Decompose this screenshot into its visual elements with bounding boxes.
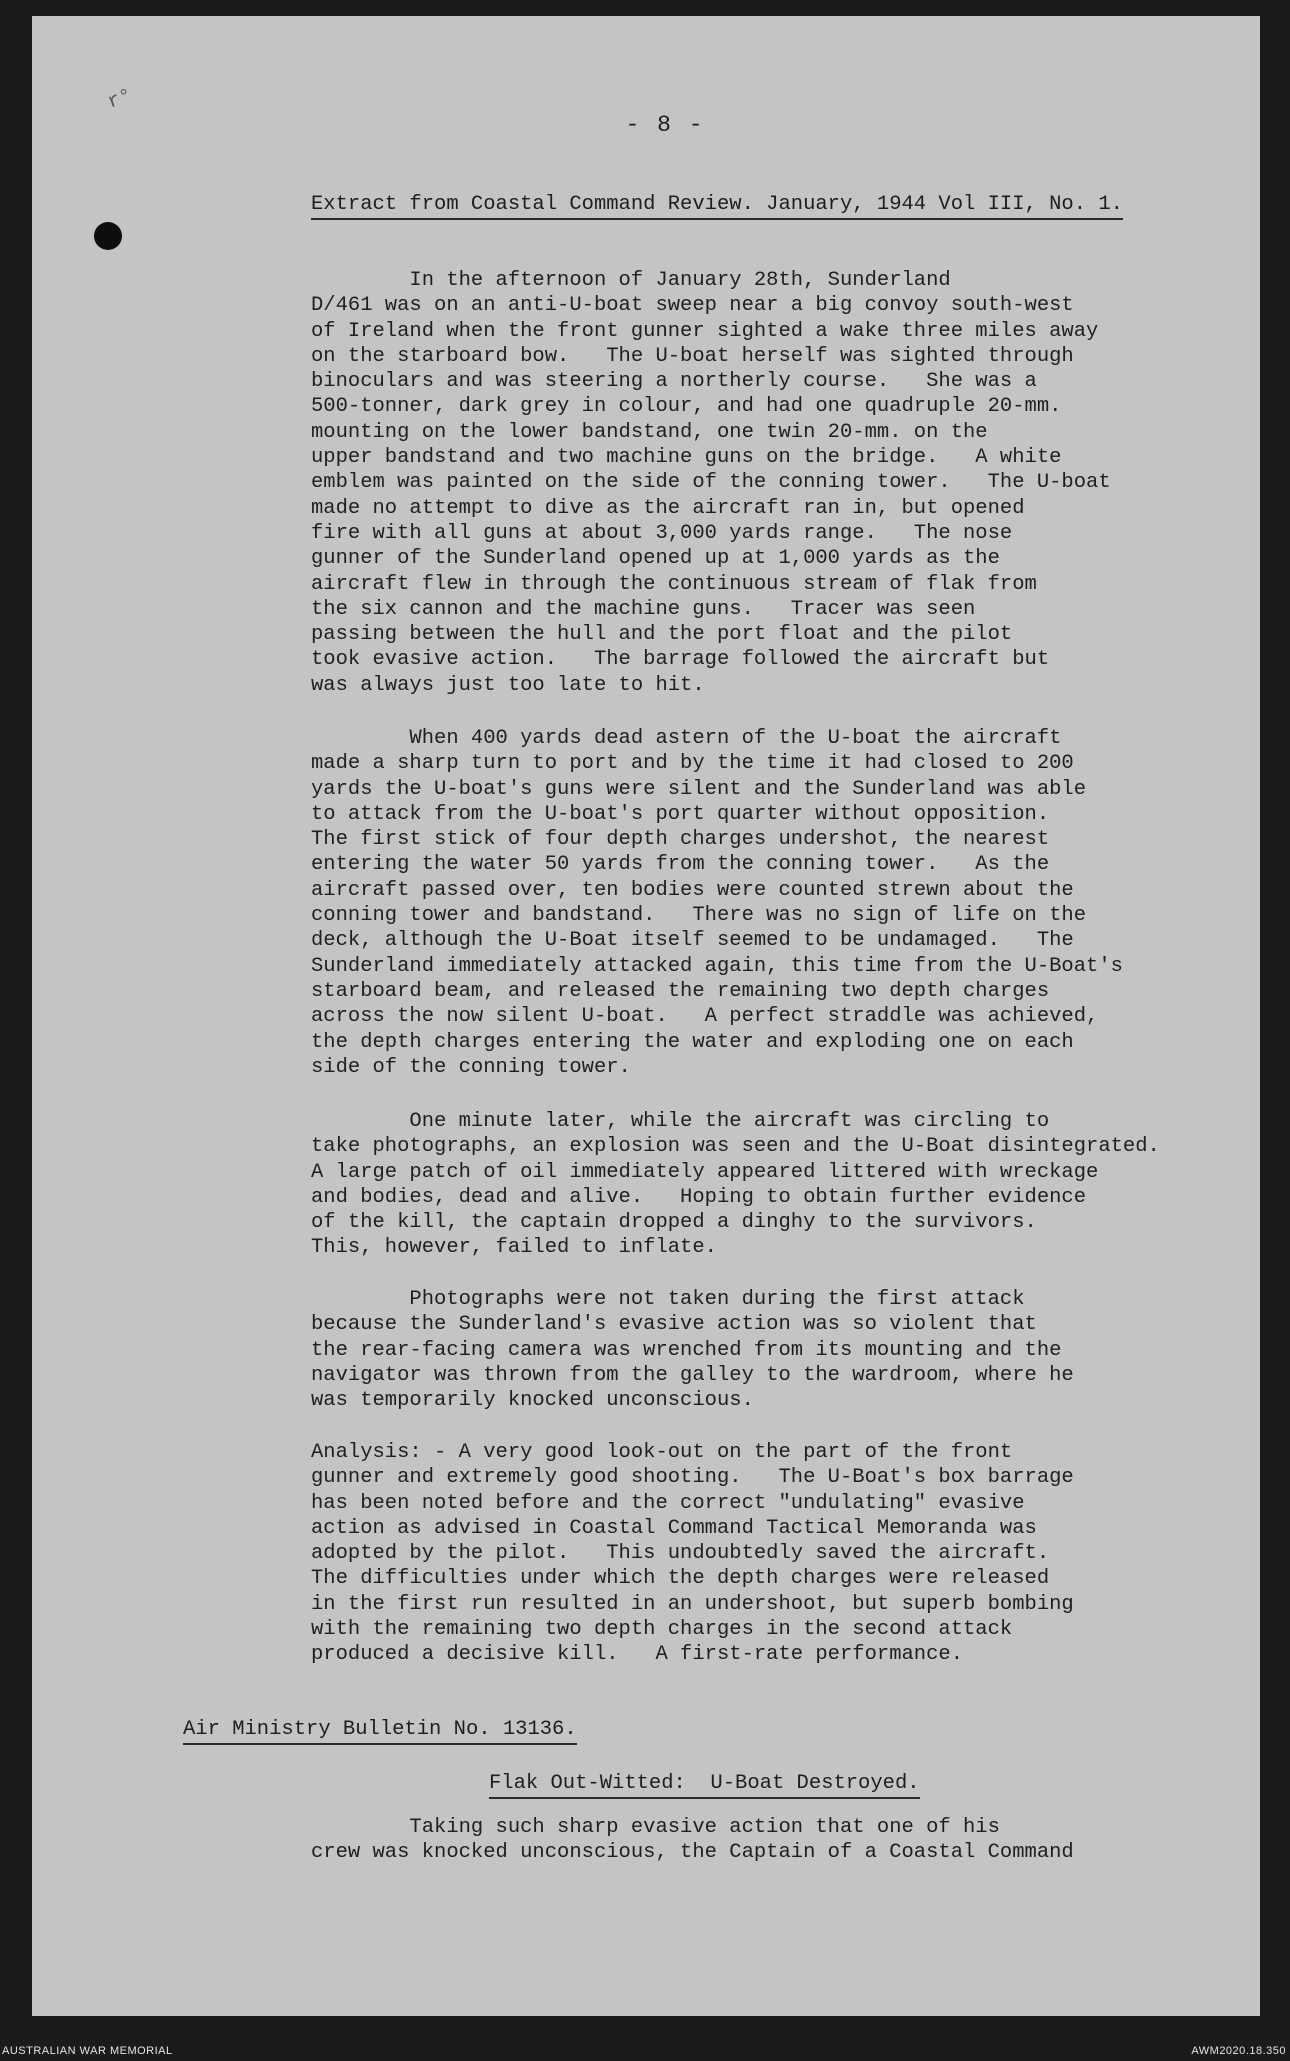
punch-hole [94, 222, 122, 250]
text-line: fire with all guns at about 3,000 yards range. The nose [311, 521, 1013, 545]
text-line: the rear-facing camera was wrenched from its mounting and the [311, 1338, 1062, 1362]
text-line: crew was knocked unconscious, the Captain of a Coastal Command [311, 1841, 1074, 1865]
text-line: aircraft flew in through the continuous stream of flak from [311, 572, 1037, 596]
text-line: starboard beam, and released the remaining two depth charges [311, 979, 1050, 1003]
text-line: binoculars and was steering a northerly course. She was a [311, 370, 1037, 394]
text-line: took evasive action. The barrage followed the aircraft but [311, 648, 1050, 672]
text-line: conning tower and bandstand. There was no sign of life on the [311, 904, 1087, 928]
bulletin-subheading: Flak Out-Witted: U-Boat Destroyed. [489, 1772, 920, 1799]
text-line: mounting on the lower bandstand, one twin 20-mm. on the [311, 420, 988, 444]
text-line: entering the water 50 yards from the conning tower. As the [311, 853, 1050, 877]
text-line: of the kill, the captain dropped a dinghy to the survivors. [311, 1211, 1037, 1235]
text-line: produced a decisive kill. A first-rate performance. [311, 1643, 964, 1667]
paragraph-4 [311, 1287, 1201, 1413]
text-line: side of the conning tower. [311, 1055, 631, 1079]
text-line: aircraft passed over, ten bodies were counted strewn about the [311, 878, 1074, 902]
text-line: on the starboard bow. The U-boat herself was sighted through [311, 344, 1074, 368]
text-line: was temporarily knocked unconscious. [311, 1389, 754, 1413]
text-line: has been noted before and the correct "undulating" evasive [311, 1491, 1025, 1515]
text-line: Photographs were not taken during the first attack [311, 1288, 1025, 1311]
text-line: A large patch of oil immediately appeared littered with wreckage [311, 1160, 1099, 1184]
margin-mark: r° [104, 84, 136, 115]
text-line: emblem was painted on the side of the conning tower. The U-boat [311, 471, 1111, 495]
text-line: action as advised in Coastal Command Tactical Memoranda was [311, 1516, 1037, 1540]
text-line: and bodies, dead and alive. Hoping to obtain further evidence [311, 1185, 1087, 1209]
text-line: deck, although the U-Boat itself seemed to be undamaged. The [311, 929, 1074, 953]
text-line: navigator was thrown from the galley to the wardroom, where he [311, 1363, 1074, 1387]
text-line: the six cannon and the machine guns. Tracer was seen [311, 597, 976, 621]
text-line: in the first run resulted in an undershoot, but superb bombing [311, 1592, 1074, 1616]
text-line: yards the U-boat's guns were silent and the Sunderland was able [311, 777, 1087, 801]
footer-catalogue-number: AWM2020.18.350 [1191, 2045, 1286, 2057]
paragraph-3 [311, 1109, 1201, 1261]
paragraph-2 [311, 726, 1201, 1080]
text-line: Sunderland immediately attacked again, this time from the U-Boat's [311, 954, 1123, 978]
text-line: across the now silent U-boat. A perfect straddle was achieved, [311, 1005, 1099, 1029]
text-line: D/461 was on an anti-U-boat sweep near a big convoy south-west [311, 294, 1074, 318]
analysis-paragraph [311, 1440, 1201, 1668]
bulletin-heading: Air Ministry Bulletin No. 13136. [183, 1718, 577, 1745]
extract-heading: Extract from Coastal Command Review. January, 1944 Vol III, No. 1. [311, 193, 1123, 220]
text-line: Taking such sharp evasive action that one of his [311, 1816, 1000, 1839]
text-line: When 400 yards dead astern of the U-boat the aircraft [311, 727, 1062, 750]
footer-archive-name: AUSTRALIAN WAR MEMORIAL [2, 2045, 173, 2057]
text-line: One minute later, while the aircraft was circling to [311, 1110, 1050, 1133]
text-line: because the Sunderland's evasive action was so violent that [311, 1313, 1037, 1337]
text-line: gunner and extremely good shooting. The U-Boat's box barrage [311, 1466, 1074, 1490]
text-line: adopted by the pilot. This undoubtedly saved the aircraft. [311, 1542, 1050, 1566]
text-line: the depth charges entering the water and exploding one on each [311, 1030, 1074, 1054]
text-line: Analysis: - A very good look-out on the part of the front [311, 1441, 1013, 1464]
text-line: In the afternoon of January 28th, Sunderland [311, 269, 951, 292]
text-line: made a sharp turn to port and by the time it had closed to 200 [311, 752, 1074, 776]
paragraph-1 [311, 268, 1201, 698]
text-line: of Ireland when the front gunner sighted a wake three miles away [311, 319, 1099, 343]
text-line: take photographs, an explosion was seen and the U-Boat disintegrated. [311, 1135, 1160, 1159]
text-line: 500-tonner, dark grey in colour, and had one quadruple 20-mm. [311, 395, 1062, 419]
text-line: gunner of the Sunderland opened up at 1,000 yards as the [311, 547, 1000, 571]
text-line: upper bandstand and two machine guns on the bridge. A white [311, 446, 1062, 470]
text-line: This, however, failed to inflate. [311, 1236, 717, 1260]
text-line: with the remaining two depth charges in the second attack [311, 1618, 1013, 1642]
text-line: was always just too late to hit. [311, 673, 705, 697]
page-number: - 8 - [625, 112, 705, 138]
text-line: The difficulties under which the depth charges were released [311, 1567, 1050, 1591]
bulletin-paragraph [311, 1815, 1201, 1866]
text-line: The first stick of four depth charges undershot, the nearest [311, 828, 1050, 852]
text-line: passing between the hull and the port float and the pilot [311, 623, 1013, 647]
text-line: made no attempt to dive as the aircraft ran in, but opened [311, 496, 1025, 520]
text-line: to attack from the U-boat's port quarter without opposition. [311, 802, 1050, 826]
